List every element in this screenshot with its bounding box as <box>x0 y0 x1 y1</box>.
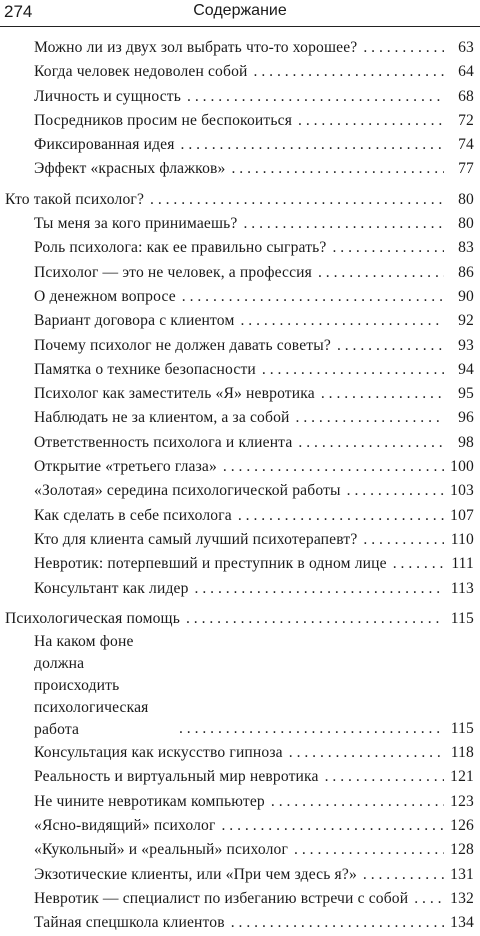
entry-title: Консультант как лидер <box>34 579 189 597</box>
dot-leader <box>271 790 444 814</box>
entry-title: Почему психолог не должен давать советы? <box>34 336 331 354</box>
entry-title: «Кукольный» и «реальный» психолог <box>34 841 289 859</box>
dot-leader <box>186 607 444 631</box>
entry-page-number: 123 <box>450 792 474 810</box>
toc-entry[interactable] <box>0 236 480 260</box>
entry-page-number: 131 <box>450 865 474 883</box>
entry-page-number: 94 <box>458 360 474 378</box>
toc-entry[interactable] <box>0 309 480 333</box>
toc-entry[interactable] <box>0 358 480 382</box>
dot-leader <box>363 36 444 60</box>
entry-title: Личность и сущность <box>34 87 182 105</box>
section-title: Психологическая помощь <box>5 609 180 627</box>
entry-page-number: 98 <box>458 433 474 451</box>
dot-leader <box>195 577 444 601</box>
section-title: Кто такой психолог? <box>5 190 145 208</box>
toc-entry[interactable] <box>0 60 480 84</box>
entry-title: Как сделать в себе психолога <box>34 506 232 524</box>
toc-entry[interactable] <box>0 838 480 862</box>
entry-page-number: 90 <box>458 287 474 305</box>
entry-title: Экзотические клиенты, или «При чем здесь я?» <box>34 865 357 883</box>
dot-leader <box>223 455 444 479</box>
dot-leader <box>393 552 444 576</box>
dot-leader <box>187 85 444 109</box>
entry-page-number: 92 <box>458 312 474 330</box>
page-header <box>0 0 480 27</box>
entry-page-number: 113 <box>450 579 474 597</box>
entry-page-number: 64 <box>458 63 474 81</box>
entry-title: Можно ли из двух зол выбрать что-то хорошее? <box>34 39 358 56</box>
entry-title: «Ясно-видящий» психолог <box>34 817 216 835</box>
toc-entry[interactable] <box>0 133 480 157</box>
dot-leader <box>150 188 444 212</box>
dot-leader <box>298 431 444 455</box>
entry-title: Фиксированная идея <box>34 136 175 154</box>
toc-entry[interactable] <box>0 577 480 601</box>
dot-leader <box>347 479 444 503</box>
table-of-contents <box>0 36 480 936</box>
dot-leader <box>240 309 444 333</box>
entry-page-number: 115 <box>450 609 474 627</box>
toc-entry[interactable] <box>0 911 480 935</box>
entry-title: Эффект «красных флажков» <box>34 160 226 178</box>
toc-entry[interactable] <box>0 863 480 887</box>
toc-section-entry[interactable] <box>0 607 480 631</box>
dot-leader <box>298 109 444 133</box>
entry-page-number: 118 <box>450 744 474 762</box>
dot-leader <box>363 528 444 552</box>
entry-page-number: 68 <box>458 87 474 105</box>
entry-title: Реальность и виртуальный мир невротика <box>34 768 319 786</box>
entry-page-number: 132 <box>450 889 474 907</box>
toc-entry[interactable] <box>0 382 480 406</box>
entry-title: О денежном вопросе <box>34 287 176 305</box>
entry-page-number: 83 <box>458 239 474 257</box>
entry-title: Не чините невротикам компьютер <box>34 792 265 810</box>
entry-title: Психолог как заместитель «Я» невротика <box>34 385 315 403</box>
toc-entry[interactable] <box>0 285 480 309</box>
entry-page-number: 100 <box>450 458 474 476</box>
dot-leader <box>262 358 444 382</box>
dot-leader <box>231 911 444 935</box>
toc-entry[interactable] <box>0 157 480 181</box>
toc-entry[interactable] <box>0 814 480 838</box>
toc-entry[interactable] <box>0 528 480 552</box>
toc-entry[interactable] <box>0 479 480 503</box>
toc-entry[interactable] <box>0 552 480 576</box>
entry-page-number: 96 <box>458 409 474 427</box>
entry-page-number: 103 <box>450 482 474 500</box>
entry-page-number: 95 <box>458 385 474 403</box>
entry-page-number: 126 <box>450 817 474 835</box>
entry-page-number: 93 <box>458 336 474 354</box>
entry-page-number: 80 <box>458 190 474 208</box>
entry-page-number: 128 <box>450 841 474 859</box>
dot-leader <box>222 814 445 838</box>
dot-leader <box>296 406 444 430</box>
dot-leader <box>182 285 444 309</box>
dot-leader <box>321 382 444 406</box>
dot-leader <box>231 157 444 181</box>
entry-title: Консультация как искусство гипноза <box>34 744 283 762</box>
toc-entry[interactable] <box>0 406 480 430</box>
toc-entry[interactable] <box>0 631 480 741</box>
entry-page-number: 107 <box>450 506 474 524</box>
toc-entry[interactable] <box>0 887 480 911</box>
entry-page-number: 111 <box>451 555 474 573</box>
dot-leader <box>318 261 444 285</box>
toc-entry[interactable] <box>0 334 480 358</box>
toc-entry[interactable] <box>0 431 480 455</box>
entry-page-number: 77 <box>458 160 474 178</box>
dot-leader <box>289 741 444 765</box>
entry-title: Памятка о технике безопасности <box>34 360 256 378</box>
toc-entry[interactable] <box>0 765 480 789</box>
dot-leader <box>363 863 444 887</box>
dot-leader <box>254 60 444 84</box>
entry-title: Психолог — это не человек, а профессия <box>34 263 312 281</box>
toc-entry[interactable] <box>0 212 480 236</box>
dot-leader <box>243 212 444 236</box>
entry-title: Тайная спецшкола клиентов <box>34 914 225 932</box>
entry-page-number: 115 <box>450 719 474 737</box>
entry-page-number: 121 <box>450 768 474 786</box>
entry-page-number: 86 <box>458 263 474 281</box>
dot-leader <box>179 717 444 741</box>
toc-entry[interactable] <box>0 85 480 109</box>
toc-entry[interactable] <box>0 455 480 479</box>
entry-title: Роль психолога: как ее правильно сыграть? <box>34 239 327 257</box>
entry-title: Кто для клиента самый лучший психотерапевт? <box>34 530 358 548</box>
toc-entry[interactable] <box>0 36 480 60</box>
entry-page-number: 74 <box>458 136 474 154</box>
dot-leader <box>337 334 444 358</box>
dot-leader <box>181 133 444 157</box>
entry-title: На каком фоне должна происходить психологическая работа <box>34 633 149 739</box>
entry-title: Вариант договора с клиентом <box>34 312 235 330</box>
page-number: 274 <box>4 2 33 21</box>
toc-entry[interactable] <box>0 504 480 528</box>
dot-leader <box>325 765 444 789</box>
entry-title: Наблюдать не за клиентом, а за собой <box>34 409 290 427</box>
entry-page-number: 110 <box>450 530 474 548</box>
entry-title: Ответственность психолога и клиента <box>34 433 293 451</box>
entry-title: Невротик — специалист по избеганию встречи с собой <box>34 889 409 907</box>
entry-page-number: 80 <box>458 215 474 233</box>
toc-entry[interactable] <box>0 790 480 814</box>
entry-page-number: 72 <box>458 111 474 129</box>
entry-title: Невротик: потерпевший и преступник в одном лице <box>34 555 387 573</box>
toc-section-entry[interactable] <box>0 188 480 212</box>
dot-leader <box>238 504 444 528</box>
entry-page-number: 134 <box>450 914 474 932</box>
dot-leader <box>294 838 444 862</box>
entry-title: «Золотая» середина психологической работы <box>34 482 341 500</box>
entry-title: Посредников просим не беспокоиться <box>34 111 293 129</box>
dot-leader <box>414 887 444 911</box>
toc-entry[interactable] <box>0 109 480 133</box>
entry-title: Ты меня за кого принимаешь? <box>34 215 238 233</box>
toc-entry[interactable] <box>0 741 480 765</box>
dot-leader <box>333 236 445 260</box>
entry-page-number: 63 <box>458 39 474 56</box>
entry-title: Когда человек недоволен собой <box>34 63 248 81</box>
running-title: Содержание <box>193 2 287 19</box>
entry-title: Открытие «третьего глаза» <box>34 458 217 476</box>
toc-entry[interactable] <box>0 261 480 285</box>
